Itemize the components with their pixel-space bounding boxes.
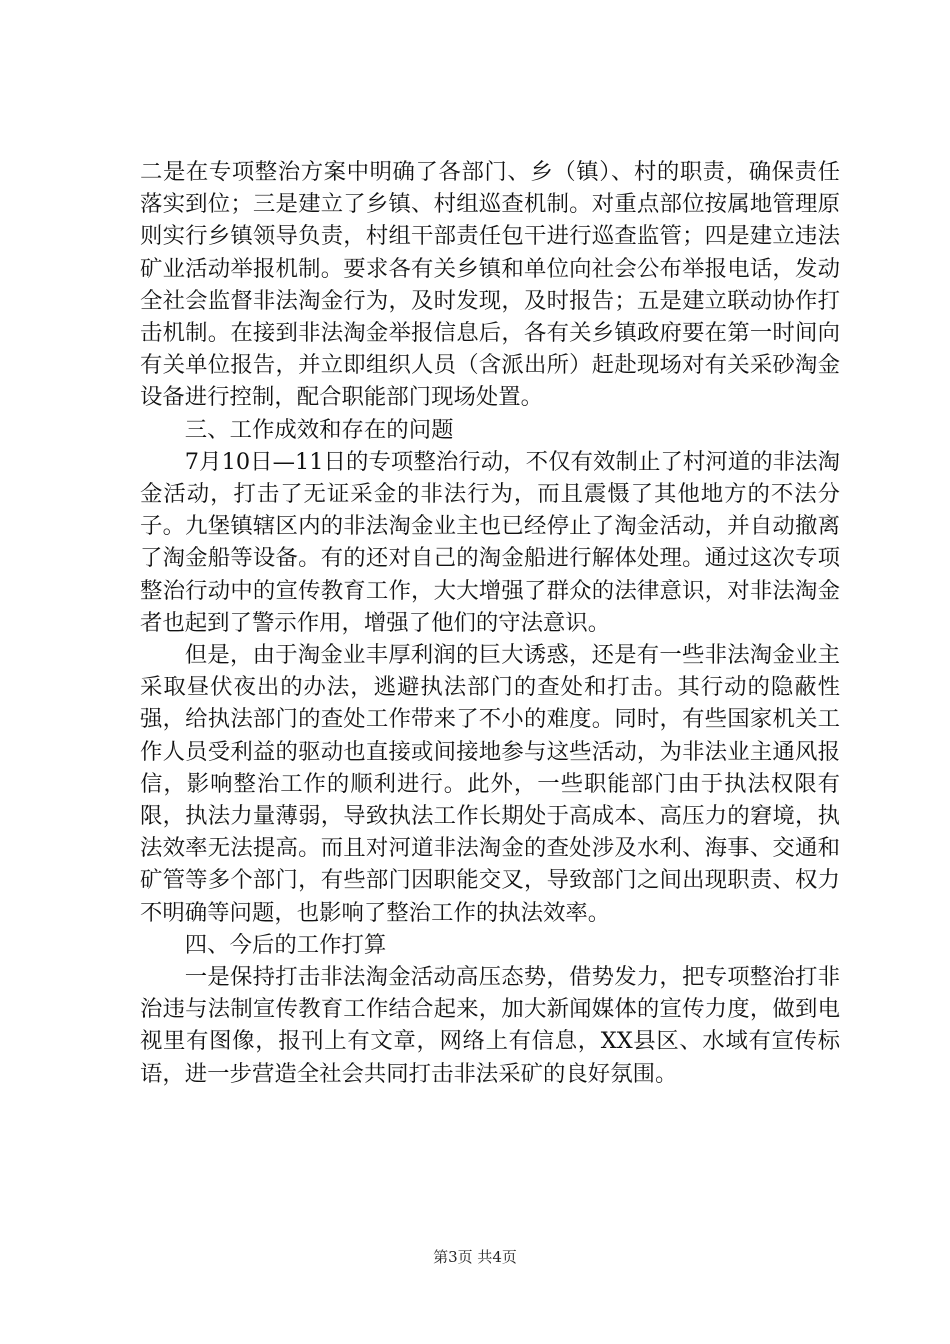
paragraph-plans: 一是保持打击非法淘金活动高压态势，借势发力，把专项整治打非治违与法制宣传教育工作结合起来，加大新闻媒体的宣传力度，做到电视里有图像，报刊上有文章，网络上有信息，XX县区、水域有宣传标语，进一步营造全社会共同打击非法采矿的良好氛围。 [140,964,840,1087]
paragraph-responsibilities: 二是在专项整治方案中明确了各部门、乡（镇）、村的职责，确保责任落实到位；三是建立了乡镇、村组巡查机制。对重点部位按属地管理原则实行乡镇领导负责，村组干部责任包干进行巡查监管；四是建立违法矿业活动举报机制。要求各有关乡镇和单位向社会公布举报电话，发动全社会监督非法淘金行为，及时发现，及时报告；五是建立联动协作打击机制。在接到非法淘金举报信息后，各有关乡镇政府要在第一时间向有关单位报告，并立即组织人员（含派出所）赶赴现场对有关采砂淘金设备进行控制，配合职能部门现场处置。 [140,159,840,411]
page-number-footer: 第3页 共4页 [433,1248,517,1266]
section-heading-results: 三、工作成效和存在的问题 [184,416,454,443]
paragraph-problems: 但是，由于淘金业丰厚利润的巨大诱惑，还是有一些非法淘金业主采取昼伏夜出的办法，逃避执法部门的查处和打击。其行动的隐蔽性强，给执法部门的查处工作带来了不小的难度。同时，有些国家机关工作人员受利益的驱动也直接或间接地参与这些活动，为非法业主通风报信，影响整治工作的顺利进行。此外，一些职能部门由于执法权限有限，执法力量薄弱，导致执法工作长期处于高成本、高压力的窘境，执法效率无法提高。而且对河道非法淘金的查处涉及水利、海事、交通和矿管等多个部门，有些部门因职能交叉，导致部门之间出现职责、权力不明确等问题，也影响了整治工作的执法效率。 [140,642,840,926]
section-heading-plans: 四、今后的工作打算 [184,931,387,958]
document-body [140,156,840,1090]
paragraph-results: 7月10日—11日的专项整治行动，不仅有效制止了村河道的非法淘金活动，打击了无证采金的非法行为，而且震慑了其他地方的不法分子。九堡镇辖区内的非法淘金业主也已经停止了淘金活动，并自动撤离了淘金船等设备。有的还对自己的淘金船进行解体处理。通过这次专项整治行动中的宣传教育工作，大大增强了群众的法律意识，对非法淘金者也起到了警示作用，增强了他们的守法意识。 [140,448,840,636]
